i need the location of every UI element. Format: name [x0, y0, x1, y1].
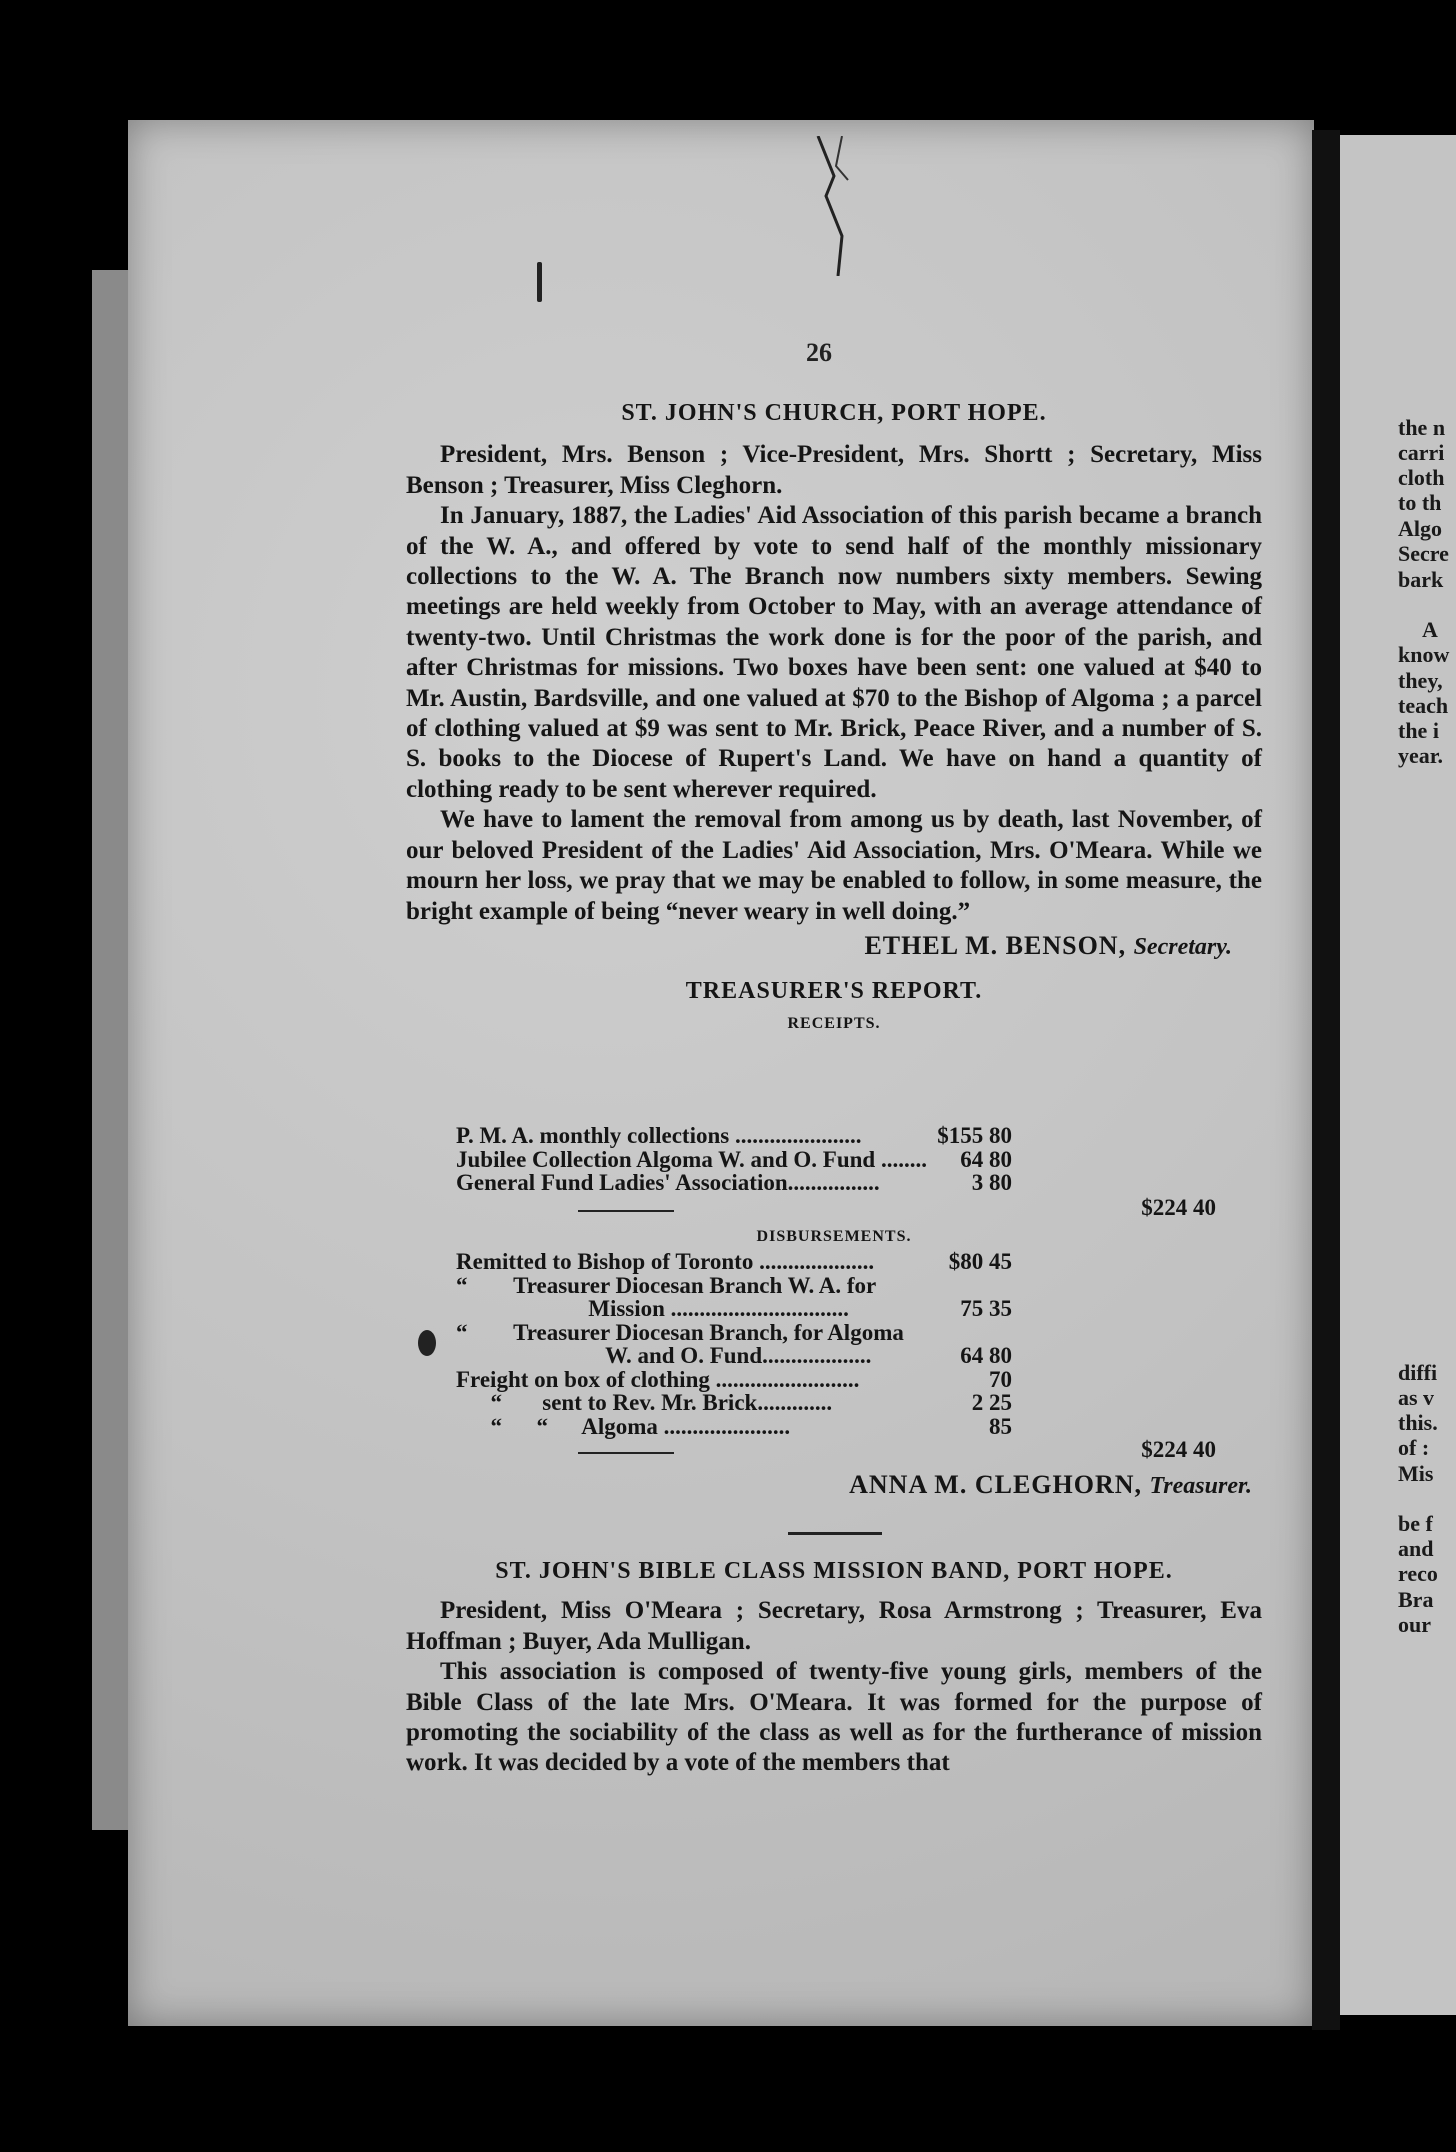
ledger-amount: $80 45: [948, 1249, 1012, 1274]
ink-mark: [537, 262, 542, 302]
facing-page-text-fragment: our: [1398, 1612, 1431, 1637]
ledger-row: [456, 1171, 1216, 1195]
ledger-amount: $155 80: [937, 1123, 1012, 1148]
ledger-description: Freight on box of clothing .........................: [456, 1366, 860, 1392]
facing-page-text-fragment: cloth: [1398, 465, 1445, 490]
ledger-description: P. M. A. monthly collections ......................: [456, 1123, 862, 1148]
facing-page-text-fragment: teach: [1398, 693, 1449, 718]
body-paragraph: In January, 1887, the Ladies' Aid Association of this parish became a branch of the W. A., and offered by vote to send half of the monthly missionary collections to the W. A. The Branch now numbers sixty members. Sewing meetings are held weekly from October to May, with an average attendance of twenty-two. Until Christmas the work done is for the poor of the parish, and after Christmas for missions. Two boxes have been sent: one valued at $40 to Mr. Austin, Bardsville, and one valued at $70 to the Bishop of Algoma ; a parcel of clothing valued at $9 was sent to Mr. Brick, Peace River, and a number of S. S. books to the Diocese of Rupert's Land. We have on hand a quantity of clothing ready to be sent wherever required.: [406, 502, 1262, 803]
secretary-signature: [406, 931, 1262, 962]
facing-page-text-fragment: the i: [1398, 718, 1439, 743]
facing-page-text-fragment: year.: [1398, 743, 1444, 768]
ledger-row: [456, 1124, 1216, 1148]
receipts-heading: RECEIPTS.: [787, 1014, 881, 1032]
officers-paragraph: President, Mrs. Benson ; Vice-President, Mrs. Shortt ; Secretary, Miss Benson ; Treasurer, Miss Cleghorn.: [406, 441, 1262, 499]
report-heading: TREASURER'S REPORT.: [685, 978, 983, 1005]
ledger-description: General Fund Ladies' Association................: [456, 1170, 880, 1195]
facing-page-text-fragment: and: [1398, 1536, 1434, 1561]
ledger-amount: 85: [989, 1413, 1012, 1439]
ledger-description: W. and O. Fund...................: [456, 1343, 872, 1368]
body-paragraph: This association is composed of twenty-five young girls, members of the Bible Class of the late Mrs. O'Meara. It was formed for the purpose of promoting the sociability of the class as well as for the furtherance of mission work. It was decided by a vote of the members that: [406, 1658, 1262, 1777]
signature-title: Secretary.: [1133, 933, 1232, 960]
facing-page-text-fragment: Mis: [1398, 1461, 1434, 1486]
book-spine: [1312, 130, 1340, 2030]
ledger-amount: 70: [989, 1366, 1012, 1392]
signature-title: Treasurer.: [1149, 1473, 1252, 1499]
ledger-amount: 64 80: [960, 1146, 1012, 1172]
facing-page-text-fragment: Secre: [1398, 541, 1449, 566]
ledger-amount: 2 25: [971, 1390, 1012, 1415]
facing-page-text-fragment: Algo: [1398, 516, 1442, 541]
facing-page-text-fragment: A: [1422, 617, 1438, 642]
receipts-table: [456, 1124, 1216, 1195]
facing-page-text-fragment: know: [1398, 642, 1450, 667]
body-paragraph: We have to lament the removal from among us by death, last November, of our beloved President of the Ladies' Aid Association, Mrs. O'Meara. While we mourn her loss, we pray that we may be enabled to follow, in some measure, the bright example of being “never weary in well doing.”: [406, 806, 1262, 925]
ledger-row: [456, 1250, 1216, 1274]
section-church: [406, 398, 1262, 1039]
ledger-row: [456, 1344, 1216, 1368]
ledger-description: “ Treasurer Diocesan Branch W. A. for: [456, 1272, 877, 1298]
ledger-row: [456, 1297, 1216, 1321]
ledger-row: [456, 1391, 1216, 1415]
ledger-description: “ Treasurer Diocesan Branch, for Algoma: [456, 1319, 904, 1345]
disbursements-total: $224 40: [1141, 1437, 1216, 1462]
facing-page-text-fragment: they,: [1398, 668, 1443, 693]
paper-tear-mark: [812, 136, 858, 276]
officers-paragraph: President, Miss O'Meara ; Secretary, Rosa Armstrong ; Treasurer, Eva Hoffman ; Buyer, Ada Mulligan.: [406, 1597, 1262, 1655]
disbursements-table: [456, 1250, 1216, 1438]
facing-page-text-fragment: reco: [1398, 1561, 1438, 1586]
section-heading: ST. JOHN'S CHURCH, PORT HOPE.: [621, 400, 1047, 426]
signature-name: ANNA M. CLEGHORN,: [849, 1470, 1143, 1499]
ledger-row: [456, 1148, 1216, 1172]
section-heading: ST. JOHN'S BIBLE CLASS MISSION BAND, PORT HOPE.: [495, 1558, 1173, 1584]
ledger-row: [456, 1274, 1216, 1298]
facing-page-text-fragment: Bra: [1398, 1587, 1434, 1612]
receipts-total-row: [456, 1196, 1216, 1220]
facing-page-text-fragment: this.: [1398, 1410, 1438, 1435]
section-bible-class: [406, 1556, 1262, 1779]
ledger-description: Jubilee Collection Algoma W. and O. Fund ........: [456, 1146, 927, 1172]
ledger-description: “ “ Algoma ......................: [456, 1413, 791, 1439]
ledger-row: [456, 1415, 1216, 1439]
facing-page-text-fragment: the n: [1398, 415, 1446, 440]
ledger-amount: 75 35: [960, 1296, 1012, 1321]
disbursements-heading: DISBURSEMENTS.: [756, 1228, 912, 1245]
treasurer-signature: [406, 1470, 1262, 1501]
ledger-row: [456, 1368, 1216, 1392]
ledger-description: Remitted to Bishop of Toronto ....................: [456, 1249, 875, 1274]
facing-page-text-fragment: as v: [1398, 1385, 1435, 1410]
facing-page-text-fragment: be f: [1398, 1511, 1433, 1536]
facing-page-text-fragment: bark: [1398, 567, 1444, 592]
disbursements-heading-block: [406, 1222, 1262, 1252]
facing-page-text-fragment: carri: [1398, 440, 1445, 465]
signature-name: ETHEL M. BENSON,: [864, 930, 1127, 960]
facing-page-text-fragment: diffi: [1398, 1360, 1438, 1385]
ink-spot: [418, 1330, 436, 1356]
receipts-total: $224 40: [1141, 1195, 1216, 1220]
page-number: 26: [806, 338, 832, 367]
ledger-description: “ sent to Rev. Mr. Brick.............: [456, 1390, 833, 1415]
section-divider: [788, 1532, 882, 1535]
facing-page-text-fragment: to th: [1398, 490, 1442, 515]
ledger-amount: 3 80: [971, 1170, 1012, 1195]
ledger-description: Mission ...............................: [456, 1296, 849, 1321]
disbursements-total-row: [456, 1438, 1216, 1462]
facing-page: [1340, 135, 1456, 2015]
ledger-row: [456, 1321, 1216, 1345]
ledger-amount: 64 80: [960, 1343, 1012, 1368]
facing-page-text-fragment: of :: [1398, 1435, 1430, 1460]
treasurer-signature-block: [406, 1470, 1262, 1501]
